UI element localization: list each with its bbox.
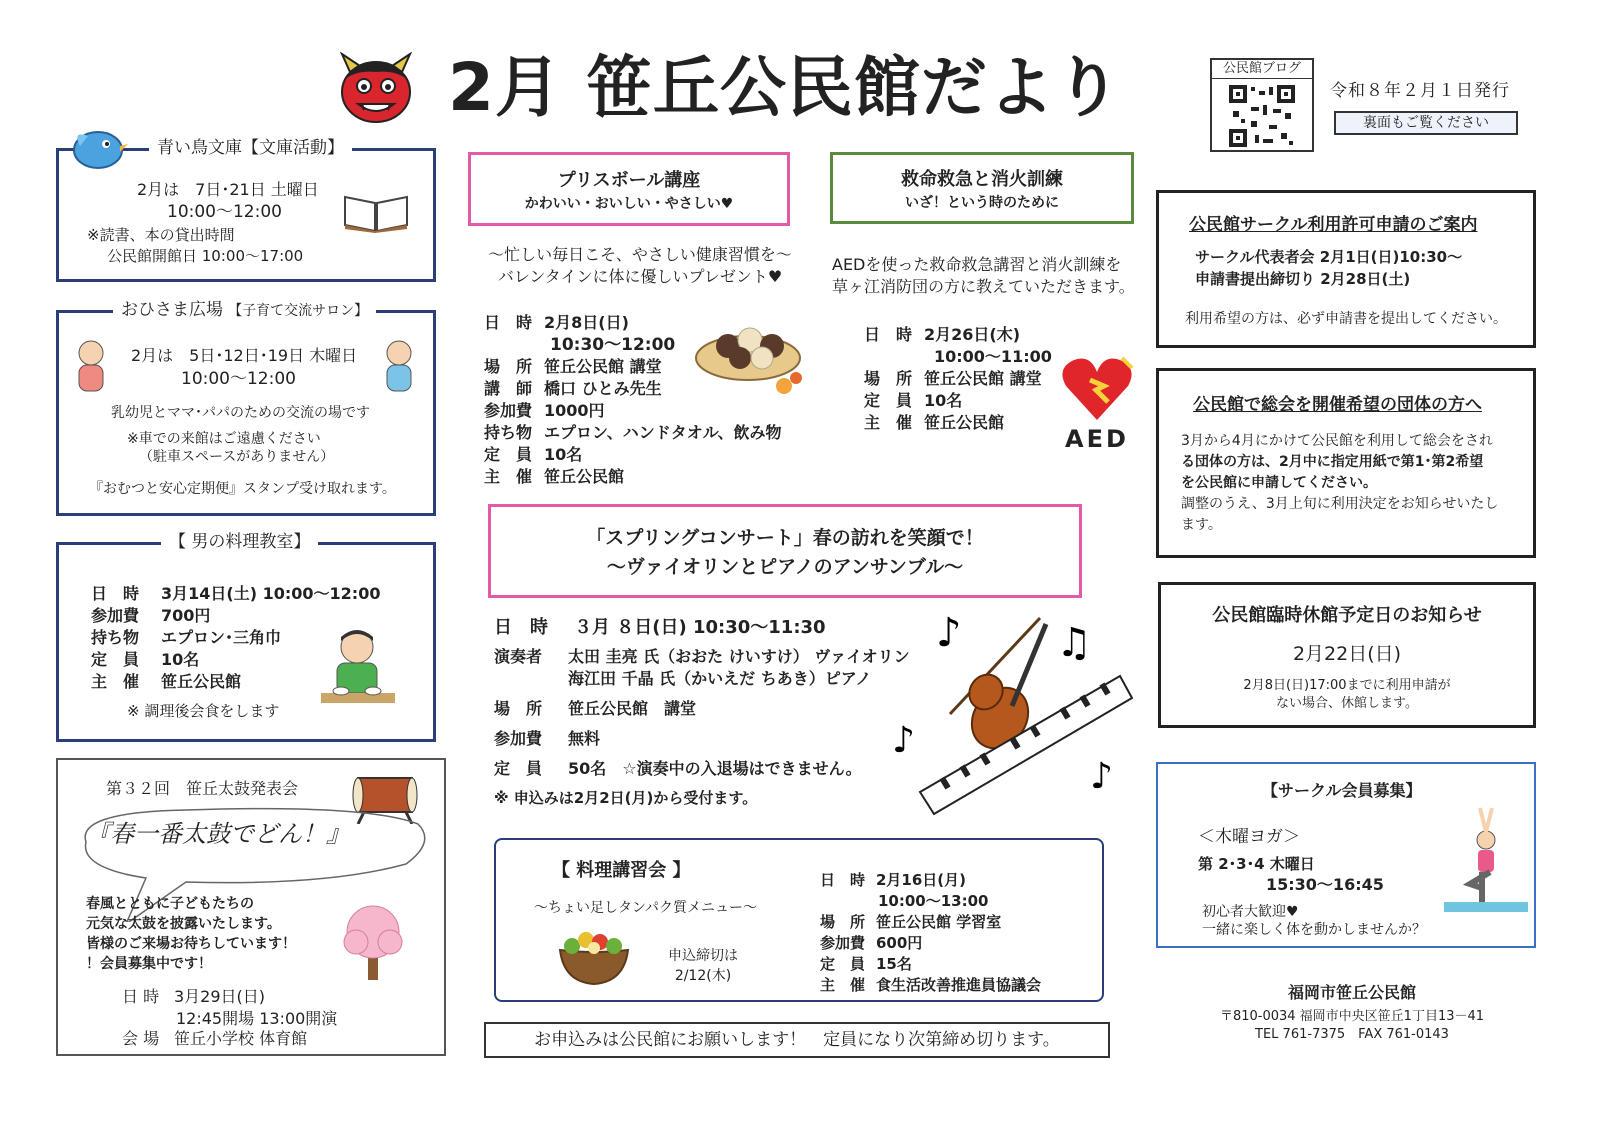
kyumei-title-box [830,152,1134,224]
prisball-lead-2: バレンタインに体に優しいプレゼント♥ [497,267,783,286]
ryori-row: 定 員 15名 [820,955,912,973]
ryori-row: 場 所 笹丘公民館 学習室 [820,913,1002,931]
cherry-tree-icon [336,902,410,986]
soukai-line: 3月から4月にかけて公民館を利用して総会をされ [1181,433,1493,449]
aoitori-time: 10:00～12:00 [167,202,282,222]
ohisama-parking-note-2: （駐車スペースがありません） [139,449,335,465]
ohisama-desc: 乳幼児とママ･パパのための交流の場です [111,405,370,421]
closure-title: 公民館臨時休館予定日のお知らせ [1212,605,1482,626]
closure-notice-box [1158,582,1536,728]
yoga-day: 第 2･3･4 木曜日 [1198,855,1315,873]
closure-date: 2月22日(日) [1292,643,1402,665]
baby-boy-icon [379,339,419,399]
ryori-title: 【 料理講習会 】 [552,860,691,881]
soukai-line: 調整のうえ、3月上旬に利用決定をお知らせいたし [1181,496,1499,512]
prisball-lead-1: ～忙しい毎日こそ、やさしい健康習慣を～ [488,245,792,264]
oni-mask-illustration [336,52,416,124]
yoga-name: ＜木曜ヨガ＞ [1198,827,1300,847]
ohisama-time: 10:00～12:00 [181,369,296,389]
kyumei-row: 定 員 10名 [864,391,963,410]
taiko-body [86,894,296,974]
closure-note: 2月8日(日)17:00までに利用申請が [1243,678,1451,693]
taiko-body-line: 元気な太鼓を披露いたします。 [86,916,281,932]
soukai-line: ます。 [1181,517,1222,533]
prisball-title: プリスボール講座 [557,170,701,191]
prisball-row: 持ち物 エプロン、ハンドタオル、飲み物 [484,423,782,442]
concert-fee-row: 参加費 無料 [494,729,601,748]
kyumei-title: 救命救急と消火訓練 [901,169,1063,190]
otoko-row: 日 時 3月14日(土) 10:00～12:00 [91,584,381,603]
violin-piano-illustration [890,606,1136,824]
circle-permit-box [1156,190,1536,348]
ryori-row: 日 時 2月16日(月) [820,871,967,889]
kyumei-row: 主 催 笹丘公民館 [864,413,1005,432]
otoko-row: 参加費 700円 [91,606,211,625]
page-title: 2月 笹丘公民館だより [448,49,1122,126]
concert-title: 「スプリングコンサート」春の訪れを笑顔で！ [586,527,984,549]
ryori-subtitle: ～ちょい足しタンパク質メニュー～ [534,900,758,916]
ryori-row: 参加費 600円 [820,934,923,952]
ryori-deadline-label: 申込締切は [668,948,738,964]
sweets-plate-illustration [694,312,810,402]
svg-text:♪: ♪ [1090,756,1113,797]
prisball-row: 日 時 2月8日(日) [484,313,629,332]
yoga-pose-illustration [1440,804,1532,920]
contact-block [1160,982,1544,1044]
soukai-body [1181,431,1498,536]
concert-date-row: 日 時 ３月 ８日(日) 10:30～11:30 [494,617,826,638]
svg-text:♪: ♪ [892,720,915,761]
taiko-subtitle: 第３２回 笹丘太鼓発表会 [106,779,299,798]
prisball-row: 講 師 橋口 ひとみ先生 [484,379,662,398]
aoitori-open-hours: 公民館開館日 10:00～17:00 [107,247,304,265]
aed-label: AED [1065,425,1129,453]
kyumei-lead-2: 草ヶ江消防団の方に教えていただきます。 [832,277,1135,296]
ryori-deadline [668,946,738,986]
prisball-lead [470,244,810,288]
back-page-note: 裏面もご覧ください [1334,111,1518,135]
soukai-title: 公民館で総会を開催希望の団体の方へ [1193,395,1482,415]
application-footer-note: お申込みは公民館にお願いします！ 定員になり次第締め切ります。 [484,1022,1110,1058]
yoga-msg: 初心者大歓迎♥ [1202,904,1299,920]
soukai-line: る団体の方は、2月中に指定用紙で第1･第2希望 [1181,454,1484,470]
taiko-body-line: 春風とともに子どもたちの [86,896,254,912]
ohisama-stamp-note: 『おむつと安心定期便』スタンプ受け取れます。 [89,481,396,497]
ohisama-hiroba-box [56,300,436,516]
aed-heart-icon [1058,356,1136,452]
ohisama-title [113,299,376,322]
prisball-row: 場 所 笹丘公民館 講堂 [484,357,662,376]
prisball-row: 主 催 笹丘公民館 [484,467,625,486]
prisball-title-box [468,152,790,226]
prisball-subtitle: かわいい・おいしい・やさしい♥ [524,196,734,212]
prisball-row: 参加費 1000円 [484,401,605,420]
soukai-box [1156,368,1536,558]
circle-permit-meeting: サークル代表者会 2月1日(日)10:30～ [1195,248,1463,266]
otoko-row: 定 員 10名 [91,650,200,669]
otoko-row: 主 催 笹丘公民館 [91,672,242,691]
ryori-details [820,870,1041,996]
concert-note: ※ 申込みは2月2日(月)から受付ます。 [494,789,758,807]
ohisama-title-main: おひさま広場 [121,300,223,320]
taiko-box [56,758,446,1056]
qr-code-icon [1229,85,1295,147]
taiko-title: 『春一番太鼓でどん！』 [86,820,350,848]
soukai-line: を公民館に申請してください。 [1181,475,1377,491]
concert-capacity-row: 定 員 50名 ☆演奏中の入退場はできません。 [494,759,862,778]
circle-permit-title: 公民館サークル利用許可申請のご案内 [1189,215,1478,235]
kyumei-details [864,324,1052,434]
baby-girl-icon [71,339,111,399]
aoitori-dates: 2月は 7日･21日 土曜日 [137,180,319,199]
man-eating-illustration [321,627,395,713]
blog-qr-panel[interactable] [1210,58,1314,152]
kyumei-row: 場 所 笹丘公民館 講堂 [864,369,1042,388]
otoko-note: ※ 調理後会食をします [127,702,280,720]
ohisama-dates: 2月は 5日･12日･19日 木曜日 [131,346,358,365]
kyumei-lead [832,254,1135,298]
svg-text:♫: ♫ [1056,620,1092,666]
taiko-venue-row: 会 場 笹丘小学校 体育館 [122,1029,308,1048]
circle-permit-note: 利用希望の方は、必ず申請書を提出してください。 [1185,311,1507,327]
issue-date: 令和８年２月１日発行 [1330,81,1510,101]
concert-performer-row: 演奏者 太田 圭亮 氏（おおた けいすけ） ヴァイオリン 海江田 千晶 氏（かいえだ ちあき）ピアノ [494,647,910,688]
yoga-time: 15:30～16:45 [1266,875,1384,894]
concert-place-row: 場 所 笹丘公民館 講堂 [494,699,697,718]
salad-bowl-icon [556,930,632,990]
ohisama-title-sub: 【子育て交流サロン】 [228,303,369,319]
concert-subtitle: ～ヴァイオリンとピアノのアンサンブル～ [606,556,964,578]
prisball-row: 定 員 10名 [484,445,583,464]
yoga-circle-box [1156,762,1536,948]
kyumei-row: 10:00～11:00 [934,347,1052,366]
ryori-row: 10:00～13:00 [878,892,989,910]
blue-bird-icon [70,122,128,174]
contact-phone: TEL 761-7375 FAX 761-0143 [1255,1027,1449,1042]
taiko-date-row: 日 時 3月29日(日) [122,987,266,1006]
aoitori-note: ※読書、本の貸出時間 [87,226,235,244]
otoko-title: 【 男の料理教室】 [161,531,318,554]
ryori-koshu-box [494,838,1104,1002]
kyumei-subtitle: いざ！という時のために [905,195,1059,211]
kyumei-row: 日 時 2月26日(木) [864,325,1021,344]
contact-name: 福岡市笹丘公民館 [1287,983,1416,1002]
otoko-ryori-box [56,532,436,742]
otoko-row: 持ち物 エプロン･三角巾 [91,628,282,647]
concert-performer-violin: 太田 圭亮 氏（おおた けいすけ） ヴァイオリン [568,647,910,666]
ryori-deadline-date: 2/12(木) [674,968,732,984]
kyumei-lead-1: AEDを使った救命救急講習と消火訓練を [832,255,1122,274]
yoga-msg-2: 一緒に楽しく体を動かしませんか？ [1202,922,1426,938]
ryori-row: 主 催 食生活改善推進員協議会 [820,976,1042,994]
contact-address: 〒810-0034 福岡市中央区笹丘1丁目13－41 [1219,1009,1485,1024]
yoga-title: 【サークル会員募集】 [1262,781,1422,800]
prisball-row: 10:30～12:00 [550,335,676,355]
aoitori-title: 青い鳥文庫【文庫活動】 [149,137,352,160]
svg-text:♪: ♪ [936,610,962,656]
blog-label: 公民館ブログ [1212,60,1312,79]
concert-title-box [488,504,1082,598]
closure-note-2: ない場合、休館します。 [1276,696,1418,711]
circle-permit-deadline: 申請書提出締切り 2月28日(土) [1195,270,1411,288]
concert-performer-piano: 海江田 千晶 氏（かいえだ ちあき）ピアノ [568,669,872,688]
open-book-icon [343,187,409,237]
ohisama-parking-note: ※車での来館はご遠慮ください [127,431,321,447]
taiko-body-line: ！会員募集中です！ [86,956,212,972]
taiko-body-line: 皆様のご来場お待ちしています！ [86,936,296,952]
concert-details [494,616,910,809]
taiko-time: 12:45開場 13:00開演 [176,1009,338,1028]
